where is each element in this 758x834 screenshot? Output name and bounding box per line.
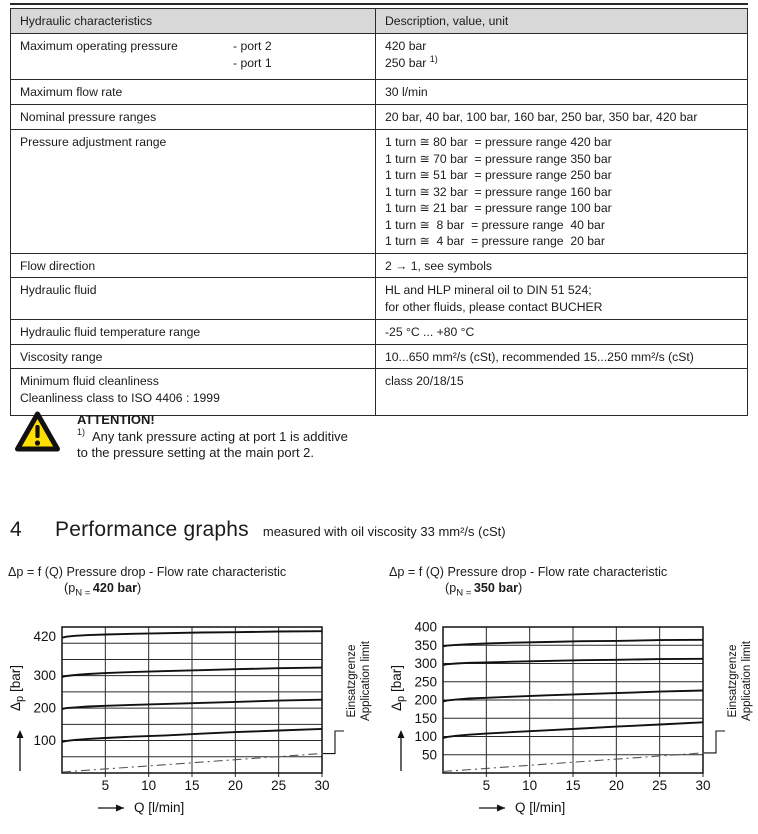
pressure-drop-chart-420 (2, 564, 378, 815)
svg-text:200: 200 (33, 700, 56, 716)
row-value: 1 turn ≅ 80 bar = pressure range 420 bar 1 turn ≅ 70 bar = pressure range 350 bar 1 turn ≅ 51 bar = pressure range 250 bar 1 turn ≅ 32 bar = pressure range 160 bar 1 turn ≅ 21 bar = pressure range 100 bar 1 turn ≅ 8 bar = pressure range 40 bar 1 turn ≅ 4 bar = pressure range 20 bar (376, 130, 748, 254)
svg-text:20: 20 (608, 778, 624, 793)
svg-text:30: 30 (695, 778, 711, 793)
svg-text:150: 150 (414, 710, 437, 726)
chart-pn-label: ($p_{N =}$ 350 bar) (445, 581, 523, 599)
svg-text:Q [l/min]: Q [l/min] (515, 800, 566, 815)
table-row (11, 253, 748, 278)
row-value: 30 l/min (376, 80, 748, 105)
svg-text:100: 100 (414, 729, 437, 744)
attention-line1: $^{1)}$ Any tank pressure acting at port 1 is additive (77, 427, 348, 444)
chart-title: Δp = f (Q) Pressure drop - Flow rate characteristic (8, 565, 287, 579)
table-row (11, 80, 748, 105)
row-label: Flow direction (11, 253, 376, 278)
top-rule (10, 3, 748, 5)
warning-triangle-icon (14, 410, 61, 454)
row-value: class 20/18/15 (376, 369, 748, 416)
svg-text:200: 200 (414, 692, 437, 708)
svg-text:Application limit: Application limit (360, 641, 372, 721)
row-label: Minimum fluid cleanliness Cleanliness class to ISO 4406 : 1999 (11, 369, 376, 416)
table-row (11, 320, 748, 345)
footnote-marker: 1) (77, 427, 86, 438)
table-row (11, 369, 748, 416)
svg-text:300: 300 (414, 656, 437, 671)
row-label: Nominal pressure ranges (11, 105, 376, 130)
row-value: 20 bar, 40 bar, 100 bar, 160 bar, 250 bar, 350 bar, 420 bar (376, 105, 748, 130)
row-label: Hydraulic fluid (11, 278, 376, 320)
header-col1: Hydraulic characteristics (11, 9, 376, 34)
row-value: 420 bar 250 bar $^{1)}$ (376, 34, 748, 80)
row-label: Viscosity range (11, 344, 376, 369)
chart-canvas (383, 614, 758, 828)
table-row (11, 278, 748, 320)
chart-pn-label: ($p_{N =}$ 420 bar) (64, 581, 142, 599)
svg-text:30: 30 (314, 778, 330, 793)
svg-text:Einsatzgrenze: Einsatzgrenze (346, 644, 358, 718)
row-value: 2 → 1, see symbols (376, 253, 748, 278)
table-row (11, 105, 748, 130)
row-label: Pressure adjustment range (11, 130, 376, 254)
svg-text:15: 15 (565, 778, 581, 793)
row-value: HL and HLP mineral oil to DIN 51 524; for other fluids, please contact BUCHER (376, 278, 748, 320)
attention-title: ATTENTION! (77, 412, 155, 427)
svg-text:420: 420 (33, 629, 56, 645)
svg-text:Einsatzgrenze: Einsatzgrenze (727, 644, 739, 718)
header-col2: Description, value, unit (376, 9, 748, 34)
section-subtitle: measured with oil viscosity 33 mm²/s (cSt) (262, 524, 506, 539)
svg-text:250: 250 (414, 674, 437, 690)
svg-text:Q [l/min]: Q [l/min] (134, 800, 185, 815)
footnote-ref: 1) (429, 53, 438, 64)
svg-text:10: 10 (141, 778, 157, 793)
table-row (11, 344, 748, 369)
svg-text:15: 15 (184, 778, 200, 793)
table-row (11, 34, 748, 80)
svg-text:25: 25 (652, 778, 668, 793)
port-sublabels: - port 2 - port 1 (233, 39, 272, 70)
section-number: 4 (10, 518, 22, 541)
attention-line2: to the pressure setting at the main port 2. (77, 445, 315, 460)
row-label: Hydraulic fluid temperature range (11, 320, 376, 345)
svg-text:5: 5 (101, 778, 110, 793)
attention-note (14, 410, 348, 462)
svg-text:20: 20 (227, 778, 243, 793)
svg-text:300: 300 (33, 668, 56, 684)
section-title: Performance graphs (55, 518, 249, 541)
svg-text:10: 10 (522, 778, 538, 793)
svg-text:Δp [bar]: $\Delta_p$ [bar] (389, 665, 407, 711)
row-label: Maximum flow rate (11, 80, 376, 105)
row-label: Maximum operating pressure - port 2 - port 1 (11, 34, 376, 80)
pressure-drop-chart-350 (383, 564, 758, 815)
svg-text:400: 400 (414, 619, 437, 635)
svg-text:100: 100 (33, 733, 56, 749)
section-heading (10, 518, 506, 542)
svg-text:5: 5 (482, 778, 491, 793)
row-value: -25 °C ... +80 °C (376, 320, 748, 345)
chart-canvas (2, 614, 378, 828)
table-header-row (11, 9, 748, 34)
hydraulic-characteristics-table (10, 3, 748, 416)
svg-text:50: 50 (421, 747, 437, 763)
table-row (11, 130, 748, 254)
svg-text:25: 25 (271, 778, 287, 793)
svg-text:Application limit: Application limit (741, 641, 753, 721)
chart-title: Δp = f (Q) Pressure drop - Flow rate characteristic (389, 565, 668, 579)
svg-text:Δp [bar]: $\Delta_p$ [bar] (8, 665, 26, 711)
svg-text:350: 350 (414, 637, 437, 653)
row-value: 10...650 mm²/s (cSt), recommended 15...250 mm²/s (cSt) (376, 344, 748, 369)
